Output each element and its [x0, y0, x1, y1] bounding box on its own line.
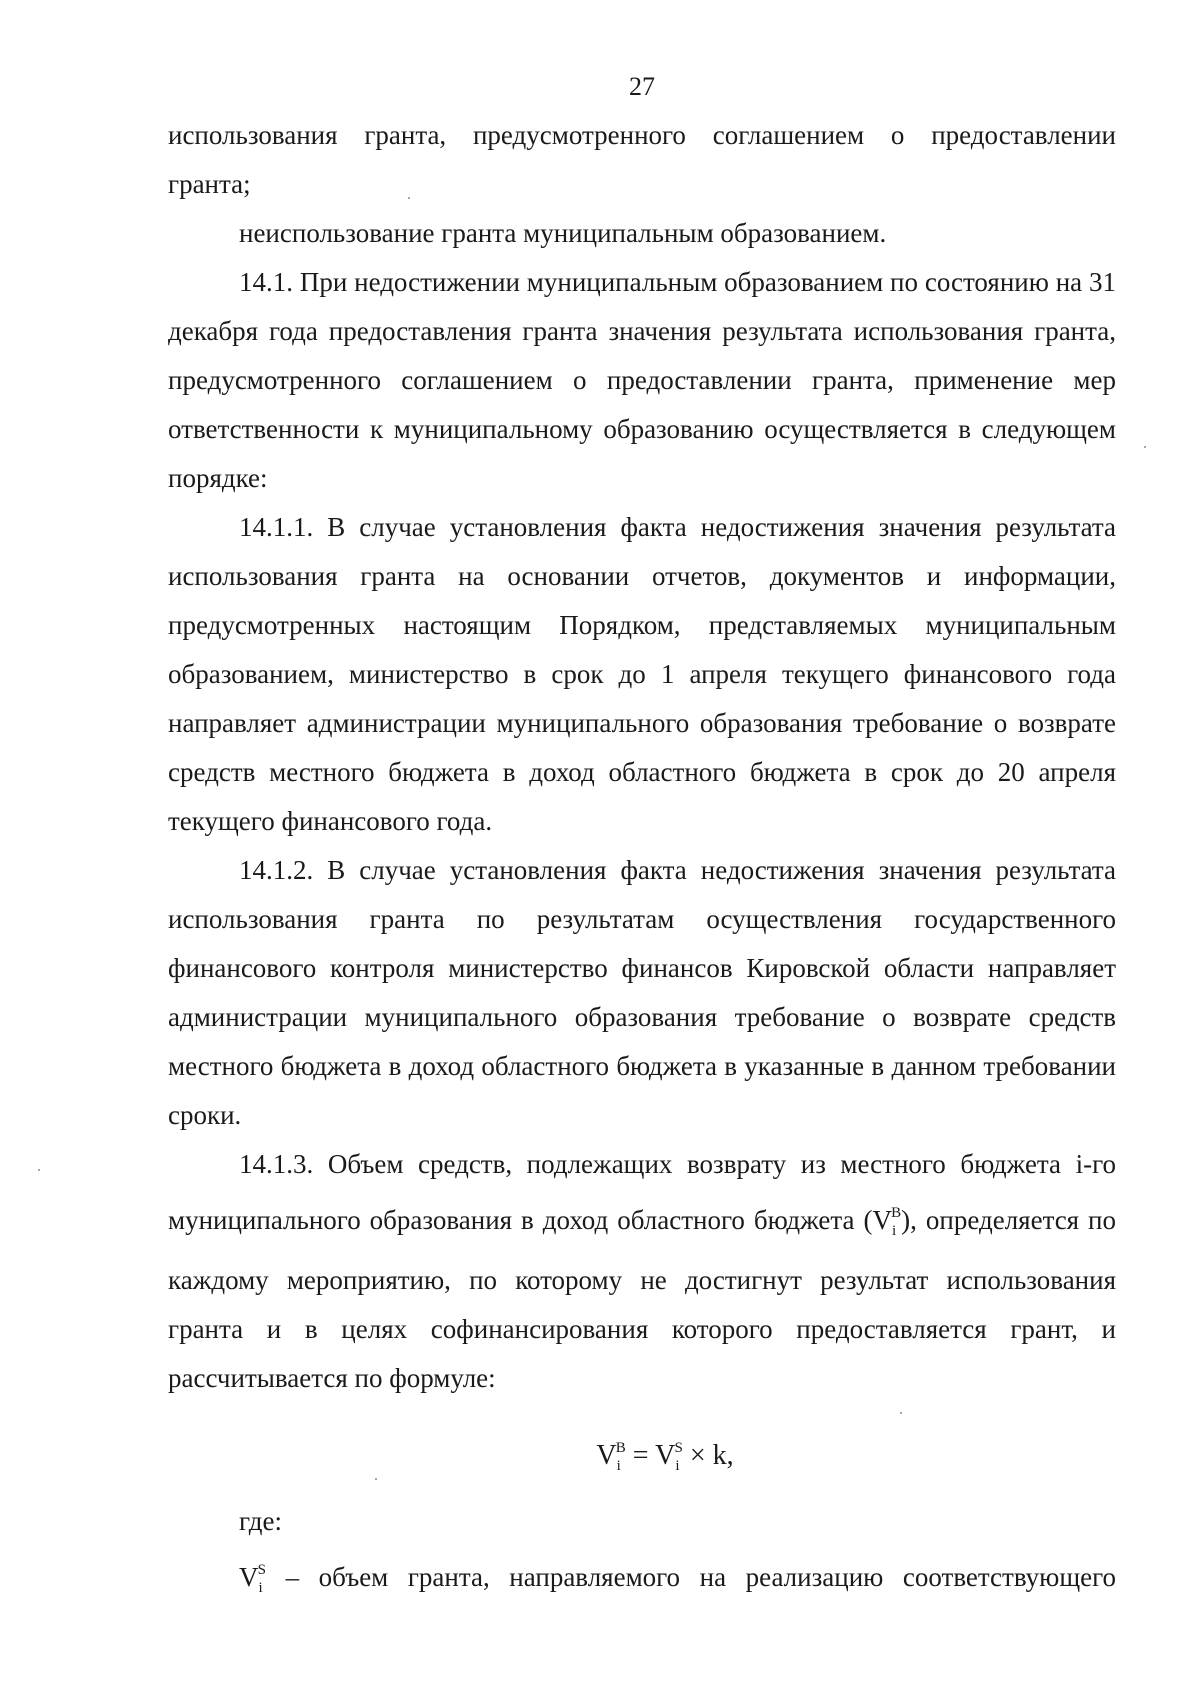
paragraph-non-use: неиспользование гранта муниципальным образованием.: [239, 218, 887, 248]
formula-lhs: [596, 1440, 626, 1474]
scan-speck: [408, 197, 410, 199]
formula-rest: × k,: [682, 1440, 734, 1471]
paragraph-14-1: 14.1. При недостижении муниципальным образованием по состоянию на 31 декабря года предоставления гранта значения результата использования гранта, предусмотренного соглашением о предоставлении гранта, применение мер ответственности к муниципальному образованию осуществляется в следующем порядке:: [168, 267, 1116, 493]
vb-symbol-sup: B: [891, 1205, 902, 1221]
page-number: 27: [629, 72, 655, 101]
formula-lhs-base: V: [596, 1440, 617, 1471]
paragraph-continuation-line1: использования гранта, предусмотренного соглашением о предоставлении: [168, 120, 1116, 150]
vb-symbol-sub: i: [891, 1223, 897, 1239]
paragraph-14-1-1: 14.1.1. В случае установления факта недостижения значения результата использования гранта на основании отчетов, документов и информации, предусмотренных настоящим Порядком, представляемых муниципальным образованием, министерство в срок до 1 апреля текущего финансового года направляет администрации муниципального образования требование о возврате средств местного бюджета в доход областного бюджета в срок до 20 апреля текущего финансового года.: [168, 512, 1116, 836]
document-body: [168, 111, 1116, 1613]
formula: [168, 1403, 1116, 1497]
scan-speck: [1144, 446, 1146, 448]
definition-vs-base: V: [239, 1562, 259, 1592]
formula-rhs-base: V: [655, 1440, 676, 1471]
formula-lhs-sup: B: [615, 1440, 626, 1456]
definition-vs: [168, 1546, 1116, 1613]
vb-symbol-open: (V: [863, 1205, 892, 1235]
paragraph-14-1-3: [168, 1140, 1116, 1403]
formula-rhs-sub: i: [675, 1458, 680, 1474]
definition-vs-sup: S: [257, 1562, 267, 1578]
vb-symbol-close: ),: [901, 1205, 917, 1235]
paragraph-14-1-3-text-before: 14.1.3. Объем средств, подлежащих возврату из местного бюджета i-го муниципального образования в доход областного бюджета: [168, 1149, 1116, 1235]
paragraph-continuation-line2: гранта;: [168, 169, 251, 199]
paragraph-14-1-3-text-after: определяется по каждому мероприятию, по которому не достигнут результат использования гранта и в целях софинансирования которого предоставляется грант, и рассчитывается по формуле:: [168, 1205, 1117, 1393]
formula-lhs-sub: i: [616, 1458, 621, 1474]
formula-rhs: [655, 1440, 683, 1474]
definition-vs-sub: i: [258, 1580, 263, 1596]
where-label: где:: [239, 1506, 282, 1536]
scan-speck: [38, 1169, 40, 1171]
vb-symbol: [863, 1205, 917, 1239]
formula-equals: =: [625, 1440, 656, 1471]
scan-speck: [900, 1412, 902, 1414]
scan-speck: [375, 1478, 377, 1480]
formula-rhs-sup: S: [674, 1440, 683, 1456]
paragraph-14-1-2: 14.1.2. В случае установления факта недостижения значения результата использования гранта по результатам осуществления государственного финансового контроля министерство финансов Кировской области направляет администрации муниципального образования требование о возврате средств местного бюджета в доход областного бюджета в указанные в данном требовании сроки.: [168, 855, 1116, 1130]
definition-vs-text: – объем гранта, направляемого на реализацию соответствующего: [266, 1562, 1116, 1592]
